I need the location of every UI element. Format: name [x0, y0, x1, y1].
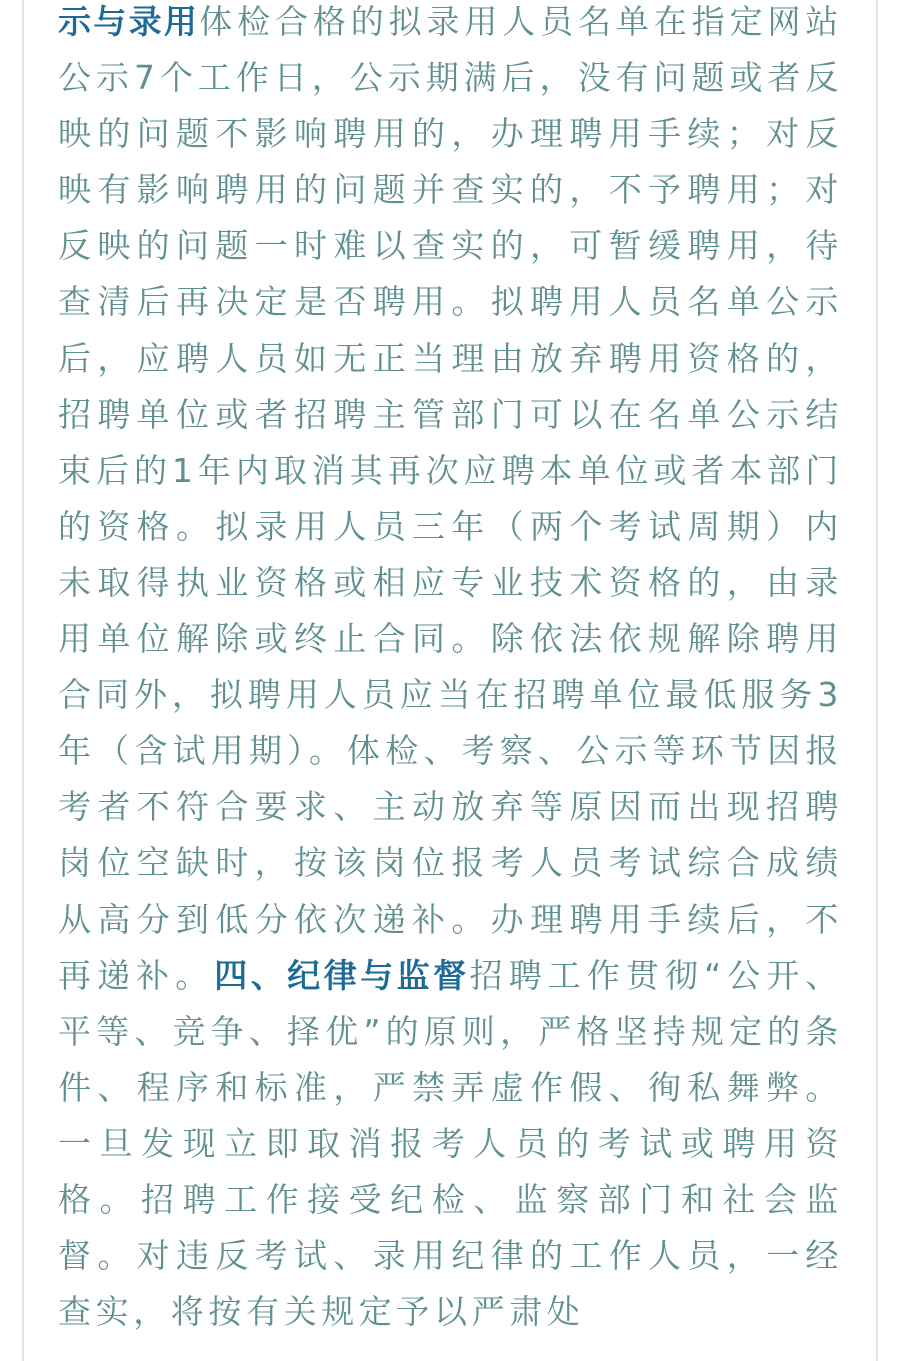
section-heading-publicity: 示与录用 [58, 2, 200, 41]
section-heading-discipline: 四、纪律与监督 [214, 955, 470, 995]
paragraph-discipline-supervision: 招聘工作贯彻“公开、平等、竞争、择优”的原则，严格坚持规定的条件、程序和标准，严禁弄虚作假、徇私舞弊。一旦发现立即取消报考人员的考试或聘用资格。招聘工作接受纪检、监察部门和社会监督。对违反考试、录用纪律的工作人员，一经查实，将按有关规定予以严肃处 [58, 955, 843, 1332]
article-body [58, 0, 843, 1340]
left-border-line [22, 0, 24, 1361]
right-border-line [876, 0, 878, 1361]
paragraph-publicity-hiring: 体检合格的拟录用人员名单在指定网站公示7个工作日，公示期满后，没有问题或者反映的问题不影响聘用的，办理聘用手续；对反映有影响聘用的问题并查实的，不予聘用；对反映的问题一时难以查实的，可暂缓聘用，待查清后再决定是否聘用。拟聘用人员名单公示后，应聘人员如无正当理由放弃聘用资格的，招聘单位或者招聘主管部门可以在名单公示结束后的1年内取消其再次应聘本单位或者本部门的资格。拟录用人员三年（两个考试周期）内未取得执业资格或相应专业技术资格的，由录用单位解除或终止合同。除依法依规解除聘用合同外，拟聘用人员应当在招聘单位最低服务3年（含试用期）。体检、考察、公示等环节因报考者不符合要求、主动放弃等原因而出现招聘岗位空缺时，按该岗位报考人员考试综合成绩从高分到低分依次递补。办理聘用手续后，不再递补。 [58, 2, 844, 995]
